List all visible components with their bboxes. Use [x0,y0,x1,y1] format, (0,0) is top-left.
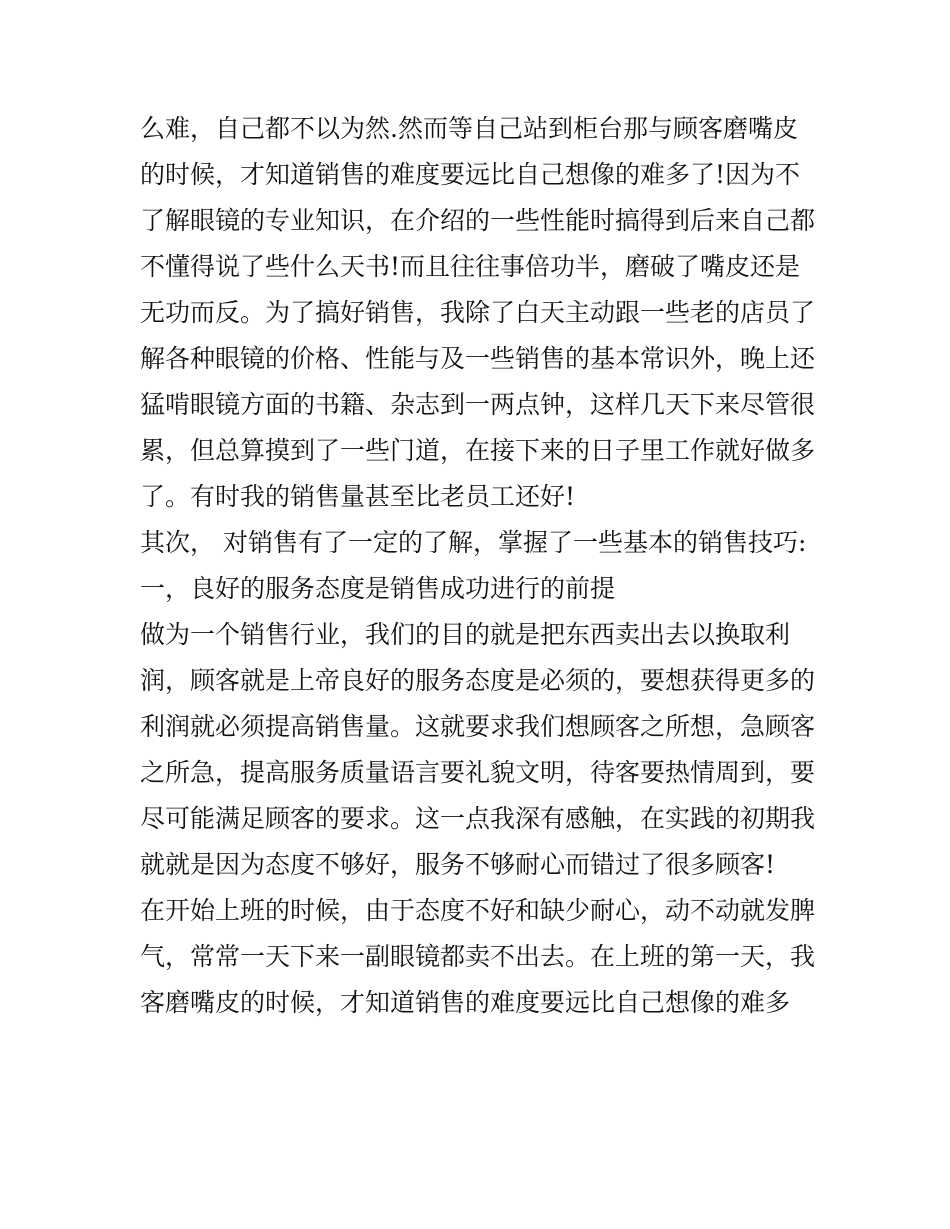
text-line: 利润就必须提高销售量。这就要求我们想顾客之所想，急顾客 [140,712,816,741]
text-line: 其次， 对销售有了一定的了解，掌握了一些基本的销售技巧: [140,528,807,557]
text-line: 做为一个销售行业，我们的目的就是把东西卖出去以换取利 [140,620,791,649]
text-line: 猛啃眼镜方面的书籍、杂志到一两点钟，这样几天下来尽管很 [140,390,816,419]
text-line: 么难，自己都不以为然.然而等自己站到柜台那与顾客磨嘴皮 [140,114,798,143]
text-line: 在开始上班的时候，由于态度不好和缺少耐心，动不动就发脾 [140,896,816,925]
text-line: 不懂得说了些什么天书!而且往往事倍功半，磨破了嘴皮还是 [140,252,801,281]
text-line: 解各种眼镜的价格、性能与及一些销售的基本常识外，晚上还 [140,344,816,373]
text-line: 客磨嘴皮的时候，才知道销售的难度要远比自己想像的难多 [140,988,791,1017]
text-line: 了解眼镜的专业知识，在介绍的一些性能时搞得到后来自己都 [140,206,816,235]
text-line: 气，常常一天下来一副眼镜都卖不出去。在上班的第一天，我 [140,942,816,971]
text-line: 之所急，提高服务质量语言要礼貌文明，待客要热情周到，要 [140,758,816,787]
text-line: 了。有时我的销售量甚至比老员工还好! [140,482,576,511]
text-line: 尽可能满足顾客的要求。这一点我深有感触，在实践的初期我 [140,804,816,833]
text-line: 无功而反。为了搞好销售，我除了白天主动跟一些老的店员了 [140,298,816,327]
document-body [140,106,820,1026]
text-line: 就就是因为态度不够好，服务不够耐心而错过了很多顾客! [140,850,776,879]
text-line: 累，但总算摸到了一些门道，在接下来的日子里工作就好做多 [140,436,816,465]
text-line: 润，顾客就是上帝良好的服务态度是必须的，要想获得更多的 [140,666,816,695]
text-line: 一，良好的服务态度是销售成功进行的前提 [140,574,616,603]
text-line: 的时候，才知道销售的难度要远比自己想像的难多了!因为不 [140,160,801,189]
